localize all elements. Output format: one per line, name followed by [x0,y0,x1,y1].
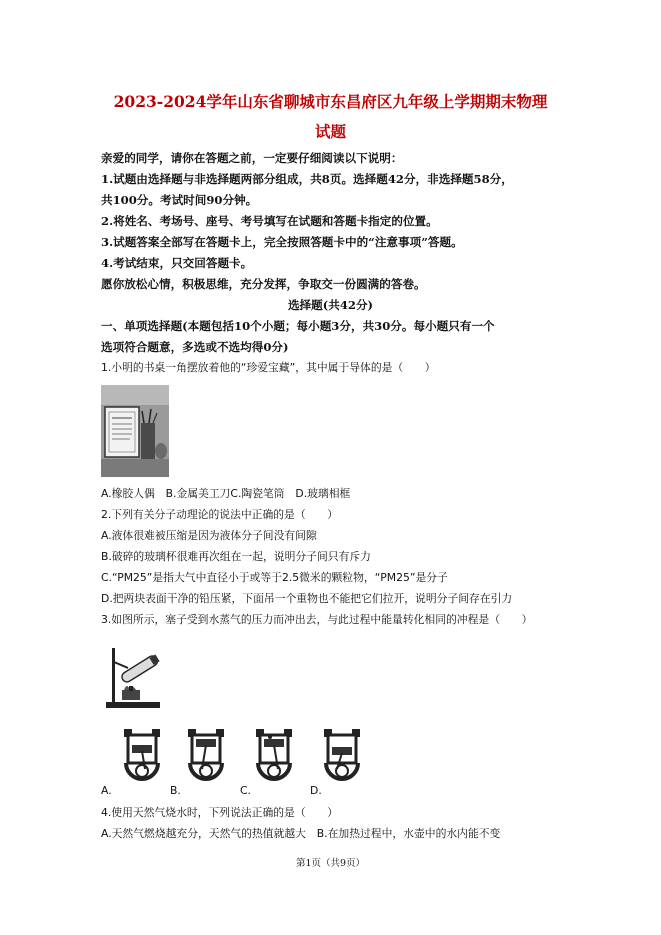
q3-option-b-label: B. [170,784,181,797]
q4-options: A.天然气燃烧越充分，天然气的热值就越大 B.在加热过程中，水壶中的水内能不变 [101,827,501,840]
q3-engine-stroke-b [182,727,230,787]
instruction-wish: 愿你放松心情，积极思维，充分发挥，争取交一份圆满的答卷。 [101,277,426,291]
q3-engine-stroke-c [250,727,298,787]
instruction-item-3: 3.试题答案全部写在答题卡上，完全按照答题卡中的“注意事项”答题。 [101,235,463,249]
q2-option-b: B.破碎的玻璃杯很难再次组在一起，说明分子间只有斥力 [101,550,371,563]
q2-option-a: A.液体很难被压缩是因为液体分子间没有间隙 [101,529,317,542]
q2-option-d: D.把两块表面干净的铅压紧，下面吊一个重物也不能把它们拉开，说明分子间存在引力 [101,592,513,605]
part1-heading-a: 一、单项选择题(本题包括10个小题；每小题3分，共30分。每小题只有一个 [101,319,495,333]
q2-option-c: C.“PM25”是指大气中直径小于或等于2.5微米的颗粒物，“PM25”是分子 [101,571,448,584]
exam-title-line1: 2023-2024学年山东省聊城市东昌府区九年级上学期期末物理 [113,92,548,111]
q3-engine-stroke-a [118,727,166,787]
page-footer: 第1页（共9页） [295,858,366,869]
q3-stem: 3.如图所示，塞子受到水蒸气的压力而冲出去，与此过程中能量转化相同的冲程是（ ） [101,613,533,626]
q3-test-tube-apparatus [104,640,162,710]
section-title: 选择题(共42分) [287,298,374,312]
q3-option-c-label: C. [240,784,251,797]
q1-desk-photo [101,385,169,477]
q3-option-a-label: A. [101,784,112,797]
q3-option-d-label: D. [310,784,322,797]
part1-heading-b: 选项符合题意，多选或不选均得0分) [101,340,289,354]
instruction-item-4: 4.考试结束，只交回答题卡。 [101,256,253,270]
q1-options: A.橡胶人偶 B.金属美工刀C.陶瓷笔筒 D.玻璃相框 [101,487,351,500]
instructions-intro: 亲爱的同学，请你在答题之前，一定要仔细阅读以下说明： [101,151,403,165]
instruction-item-1b: 共100分。考试时间90分钟。 [101,193,258,207]
q1-stem: 1.小明的书桌一角摆放着他的“珍爱宝藏”，其中属于导体的是（ ） [101,361,436,374]
q4-stem: 4.使用天然气烧水时，下列说法正确的是（ ） [101,806,339,819]
instruction-item-2: 2.将姓名、考场号、座号、考号填写在试题和答题卡指定的位置。 [101,214,438,228]
q2-stem: 2.下列有关分子动理论的说法中正确的是（ ） [101,508,339,521]
q3-engine-stroke-d [318,727,366,787]
instruction-item-1a: 1.试题由选择题与非选择题两部分组成，共8页。选择题42分，非选择题58分， [101,172,513,186]
exam-title-line2: 试题 [314,122,346,141]
